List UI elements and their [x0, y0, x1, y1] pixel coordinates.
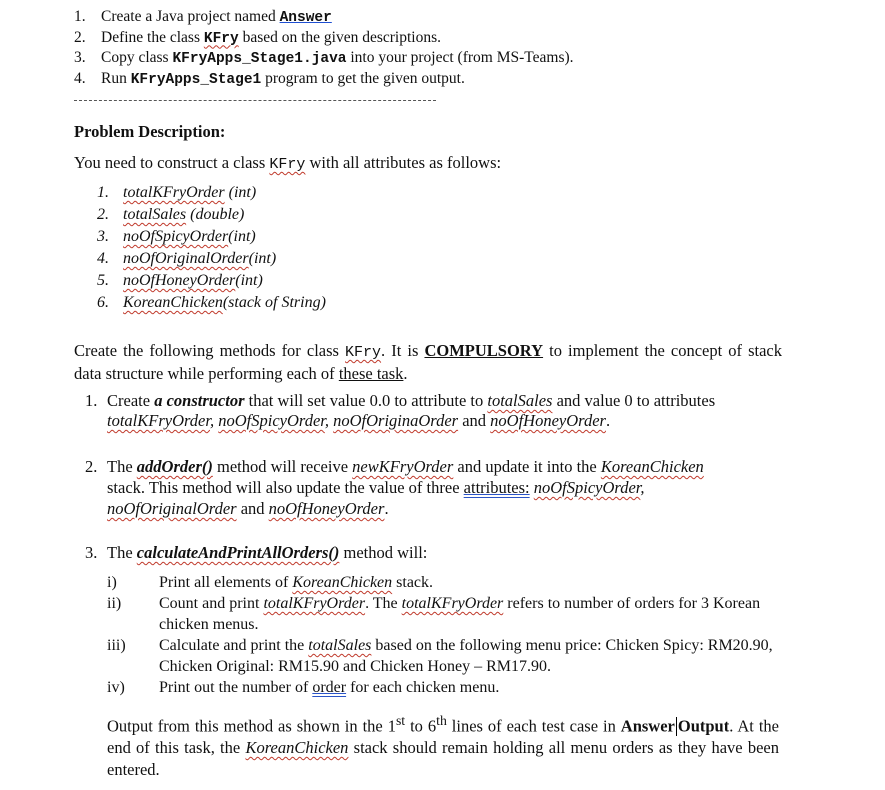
attribute-ref: noOfHoneyOrder	[268, 499, 385, 518]
sub-item	[107, 635, 787, 677]
attribute-number: 5.	[97, 272, 109, 289]
sub-item	[107, 677, 787, 698]
method-text: and	[458, 411, 491, 430]
attribute-ref: noOfHoneyOrder	[490, 411, 606, 430]
output-text: . At the end of this task, the	[107, 716, 779, 757]
constructor-emphasis: a constructor	[154, 391, 245, 410]
param-ref: newKFryOrder	[352, 457, 454, 476]
intro-paragraph	[74, 153, 501, 173]
method-text: The	[107, 457, 137, 476]
sub-item-text	[159, 635, 787, 677]
attribute-item	[97, 182, 326, 204]
attribute-ref: noOfOriginalOrder	[107, 499, 237, 518]
attribute-number: 3.	[97, 228, 109, 245]
method-text: method will:	[339, 543, 428, 562]
step-text: Define the class	[101, 28, 204, 46]
separator: ,	[209, 411, 219, 430]
sub-text: refers to number of orders for 3 Korean chicken menus.	[159, 595, 761, 633]
dashed-divider	[74, 100, 436, 101]
answer-bold: Answer	[620, 716, 675, 736]
text-cursor	[676, 717, 677, 736]
step-text: Create a Java project named	[101, 8, 280, 25]
sub-text: Count and print	[159, 595, 264, 612]
output-text: Output from this method as shown in the 1	[107, 716, 396, 736]
attribute-ref: noOfOriginaOrder	[333, 411, 459, 430]
separator: ,	[640, 478, 645, 497]
para-text: .	[403, 364, 408, 383]
attributes-list	[97, 182, 326, 314]
sub-text: . The	[365, 595, 402, 612]
sub-item-text	[159, 572, 787, 593]
attribute-name: totalSales	[123, 206, 187, 223]
attribute-name: totalKFryOrder	[123, 184, 225, 201]
method-text: and update it into the	[453, 457, 601, 476]
class-name-code: KFry	[345, 344, 382, 361]
method-number: 1.	[85, 391, 98, 410]
attribute-ref: totalSales	[487, 391, 553, 410]
class-name-code: KFry	[269, 156, 306, 173]
attribute-item	[97, 226, 326, 248]
method-text: Create	[107, 391, 155, 410]
class-name-code: KFry	[203, 30, 239, 47]
output-text: stack should remain holding all menu orders as they have been entered.	[107, 738, 779, 779]
method-3-subitems	[107, 572, 787, 698]
step-text: based on the given descriptions.	[238, 28, 442, 46]
attribute-ref: totalKFryOrder	[401, 595, 504, 612]
step-number: 3.	[74, 49, 86, 66]
para-text: Create the following methods for class	[74, 341, 346, 360]
method-text: stack. This method will also update the value of three	[107, 478, 464, 497]
attribute-number: 1.	[97, 184, 109, 201]
attribute-type: (int)	[248, 250, 277, 267]
attribute-ref: totalSales	[308, 637, 372, 654]
stack-ref: KoreanChicken	[292, 574, 393, 591]
attribute-ref: noOfSpicyOrder	[218, 411, 325, 430]
sub-item	[107, 593, 787, 635]
method-text: and value 0 to attributes	[552, 391, 716, 410]
step-text: program to get the given output.	[261, 69, 465, 87]
attribute-number: 6.	[97, 294, 109, 311]
attribute-item	[97, 292, 326, 314]
attribute-number: 4.	[97, 250, 109, 267]
method-text: and	[236, 499, 269, 518]
method-text: .	[384, 499, 389, 518]
attribute-type: (int)	[228, 228, 256, 245]
output-bold: Output	[677, 716, 730, 736]
compulsory-emphasis: COMPULSORY	[424, 341, 544, 360]
sub-text: stack.	[392, 574, 434, 591]
step-item	[74, 48, 574, 69]
sub-text: based on the following menu price: Chicken Spicy: RM20.90, Chicken Original: RM15.90 and Chicken Honey – RM17.90.	[159, 637, 773, 675]
intro-text: You need to construct a class	[74, 153, 270, 172]
output-text: lines of each test case in	[446, 716, 621, 736]
method-text: method will receive	[212, 457, 353, 476]
problem-description-heading: Problem Description:	[74, 122, 226, 141]
attribute-ref: noOfSpicyOrder	[533, 478, 641, 497]
method-name: calculateAndPrintAllOrders()	[136, 543, 340, 562]
method-name: addOrder()	[136, 457, 213, 476]
attribute-item	[97, 270, 326, 292]
roman-numeral: ii)	[107, 595, 122, 612]
attribute-item	[97, 248, 326, 270]
attribute-type: (int)	[224, 184, 257, 201]
file-name-code: KFryApps_Stage1.java	[172, 51, 347, 67]
sub-item-text	[159, 677, 787, 698]
sub-text: Print all elements of	[159, 574, 293, 591]
roman-numeral: iii)	[107, 637, 126, 654]
attribute-name: noOfOriginalOrder	[123, 250, 249, 267]
attribute-type: (double)	[186, 206, 245, 223]
step-item	[74, 28, 574, 49]
attribute-number: 2.	[97, 206, 109, 223]
attribute-item	[97, 204, 326, 226]
attribute-ref: totalKFryOrder	[263, 595, 366, 612]
project-name-code: Answer	[279, 10, 332, 26]
sub-item-text	[159, 593, 787, 635]
method-text: The	[107, 543, 137, 562]
stack-ref: KoreanChicken	[600, 457, 704, 476]
step-number: 4.	[74, 69, 86, 87]
roman-numeral: iv)	[107, 679, 125, 696]
para-text: . It is	[381, 341, 425, 360]
these-task-underlined: these task	[338, 364, 404, 383]
attribute-name: KoreanChicken	[123, 294, 223, 311]
methods-intro-paragraph	[74, 340, 782, 384]
superscript: th	[436, 713, 447, 728]
method-1-constructor	[85, 391, 785, 431]
step-text: Run	[101, 69, 131, 87]
attribute-type: (stack of String)	[222, 294, 326, 311]
step-number: 1.	[74, 8, 86, 25]
method-text: .	[605, 411, 611, 430]
attributes-underlined: attributes:	[463, 478, 530, 497]
attribute-name: noOfSpicyOrder	[123, 228, 229, 245]
separator: ,	[324, 411, 334, 430]
method-2-add-order	[85, 456, 785, 519]
step-number: 2.	[74, 28, 86, 46]
steps-list	[74, 7, 574, 89]
sub-text: Calculate and print the	[159, 637, 309, 654]
method-3-calculate	[85, 542, 785, 563]
output-description	[107, 710, 779, 780]
method-text: that will set value 0.0 to attribute to	[244, 391, 488, 410]
attribute-ref: totalKFryOrder	[107, 411, 210, 430]
superscript: st	[395, 713, 406, 728]
step-item	[74, 7, 574, 28]
sub-item	[107, 572, 787, 593]
output-text: to 6	[405, 716, 437, 736]
attribute-type: (int)	[235, 272, 263, 289]
stack-ref: KoreanChicken	[245, 738, 349, 757]
order-underlined: order	[312, 679, 347, 696]
sub-text: Print out the number of	[159, 679, 313, 696]
para-text: to implement the concept of stack data structure while performing each of	[74, 341, 782, 383]
method-number: 3.	[85, 543, 98, 562]
step-text: into your project (from MS-Teams).	[346, 49, 574, 66]
roman-numeral: i)	[107, 574, 117, 591]
step-item	[74, 69, 574, 90]
step-text: Copy class	[101, 49, 173, 66]
sub-text: for each chicken menu.	[346, 679, 500, 696]
program-name-code: KFryApps_Stage1	[130, 71, 262, 88]
intro-text: with all attributes as follows:	[305, 153, 502, 172]
attribute-name: noOfHoneyOrder	[123, 272, 236, 289]
method-number: 2.	[85, 457, 98, 476]
